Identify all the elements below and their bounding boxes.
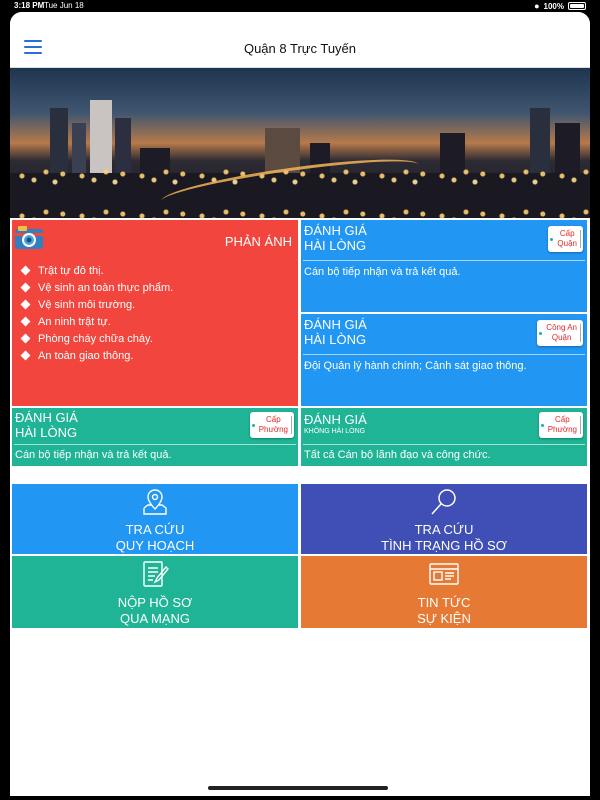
- cap-phuong-badge[interactable]: Cấp Phường: [250, 412, 294, 438]
- list-item: Vệ sinh an toàn thực phẩm.: [20, 279, 173, 296]
- tile-line1: TRA CỨU: [125, 522, 185, 537]
- tile-line1: NỘP HỒ SƠ: [117, 595, 193, 610]
- tile-line2: TÌNH TRẠNG HỒ SƠ: [381, 538, 507, 553]
- newspaper-icon: [428, 561, 460, 589]
- nav-bar: [10, 12, 590, 68]
- danh-gia-cong-an-tile[interactable]: [301, 314, 587, 406]
- list-item: Trật tự đô thị.: [20, 262, 173, 279]
- hai-long-title: HÀI LÒNG: [304, 332, 367, 347]
- phan-anh-title: PHẢN ÁNH: [224, 234, 292, 249]
- tile-line2: QUY HOẠCH: [115, 538, 195, 553]
- divider: [303, 354, 585, 355]
- danh-gia-khong-hai-long-tile[interactable]: [301, 408, 587, 466]
- phan-anh-tile[interactable]: [12, 220, 298, 406]
- battery-percent: 100%: [543, 1, 564, 11]
- danh-gia-title: ĐÁNH GIÁ: [15, 410, 78, 425]
- map-pin-icon: [141, 487, 169, 517]
- phan-anh-list: [20, 262, 173, 364]
- diamond-bullet-icon: [21, 283, 31, 293]
- cap-phuong-badge[interactable]: Cấp Phường: [539, 412, 583, 438]
- danh-gia-title: ĐÁNH GIÁ: [304, 412, 367, 427]
- tile-line1: TIN TỨC: [417, 595, 471, 610]
- danh-gia-cap-phuong-tile[interactable]: [12, 408, 298, 466]
- battery-icon: [568, 2, 586, 10]
- danh-gia-desc: Tất cả Cán bộ lãnh đạo và công chức.: [304, 449, 491, 461]
- danh-gia-desc: Cán bộ tiếp nhận và trả kết quả.: [304, 266, 461, 278]
- hai-long-title: HÀI LÒNG: [304, 238, 367, 253]
- tra-cuu-ho-so-button[interactable]: [301, 484, 587, 554]
- list-item: An ninh trật tự.: [20, 313, 173, 330]
- divider: [303, 260, 585, 261]
- list-item: An toàn giao thông.: [20, 347, 173, 364]
- diamond-bullet-icon: [21, 300, 31, 310]
- page-title: Quận 8 Trực Tuyến: [243, 41, 357, 56]
- danh-gia-desc: Cán bộ tiếp nhận và trả kết quả.: [15, 449, 172, 461]
- danh-gia-title: ĐÁNH GIÁ: [304, 317, 367, 332]
- khong-hai-long-subtitle: KHÔNG HÀI LÒNG: [304, 428, 366, 435]
- status-bar: [0, 0, 600, 12]
- diamond-bullet-icon: [21, 317, 31, 327]
- app-window: [10, 12, 590, 796]
- nop-ho-so-button[interactable]: [12, 556, 298, 628]
- tin-tuc-su-kien-button[interactable]: [301, 556, 587, 628]
- home-indicator: [208, 786, 388, 790]
- diamond-bullet-icon: [21, 334, 31, 344]
- list-item: Phòng cháy chữa cháy.: [20, 330, 173, 347]
- camera-icon: [14, 224, 44, 250]
- cap-quan-badge[interactable]: Cấp Quận: [548, 226, 583, 252]
- list-item: Vệ sinh môi trường.: [20, 296, 173, 313]
- tile-line2: SỰ KIỆN: [417, 611, 471, 626]
- tile-line2: QUA MẠNG: [119, 611, 191, 626]
- divider: [303, 444, 585, 445]
- diamond-bullet-icon: [21, 351, 31, 361]
- hai-long-title: HÀI LÒNG: [15, 425, 78, 440]
- city-banner-image: [10, 68, 590, 218]
- wifi-icon: ●: [534, 1, 540, 11]
- danh-gia-cap-quan-tile[interactable]: [301, 220, 587, 312]
- tra-cuu-quy-hoach-button[interactable]: [12, 484, 298, 554]
- danh-gia-desc: Đội Quản lý hành chính; Cảnh sát giao thông.: [304, 360, 527, 372]
- danh-gia-title: ĐÁNH GIÁ: [304, 223, 367, 238]
- diamond-bullet-icon: [21, 266, 31, 276]
- status-date: Tue Jun 18: [44, 1, 84, 10]
- divider: [14, 444, 296, 445]
- document-edit-icon: [140, 559, 170, 591]
- tile-line1: TRA CỨU: [414, 522, 474, 537]
- cong-an-quan-badge[interactable]: Công An Quận: [537, 320, 583, 346]
- status-time: 3:18 PM: [14, 1, 45, 10]
- magnifier-icon: [429, 487, 459, 519]
- status-right: [534, 1, 586, 11]
